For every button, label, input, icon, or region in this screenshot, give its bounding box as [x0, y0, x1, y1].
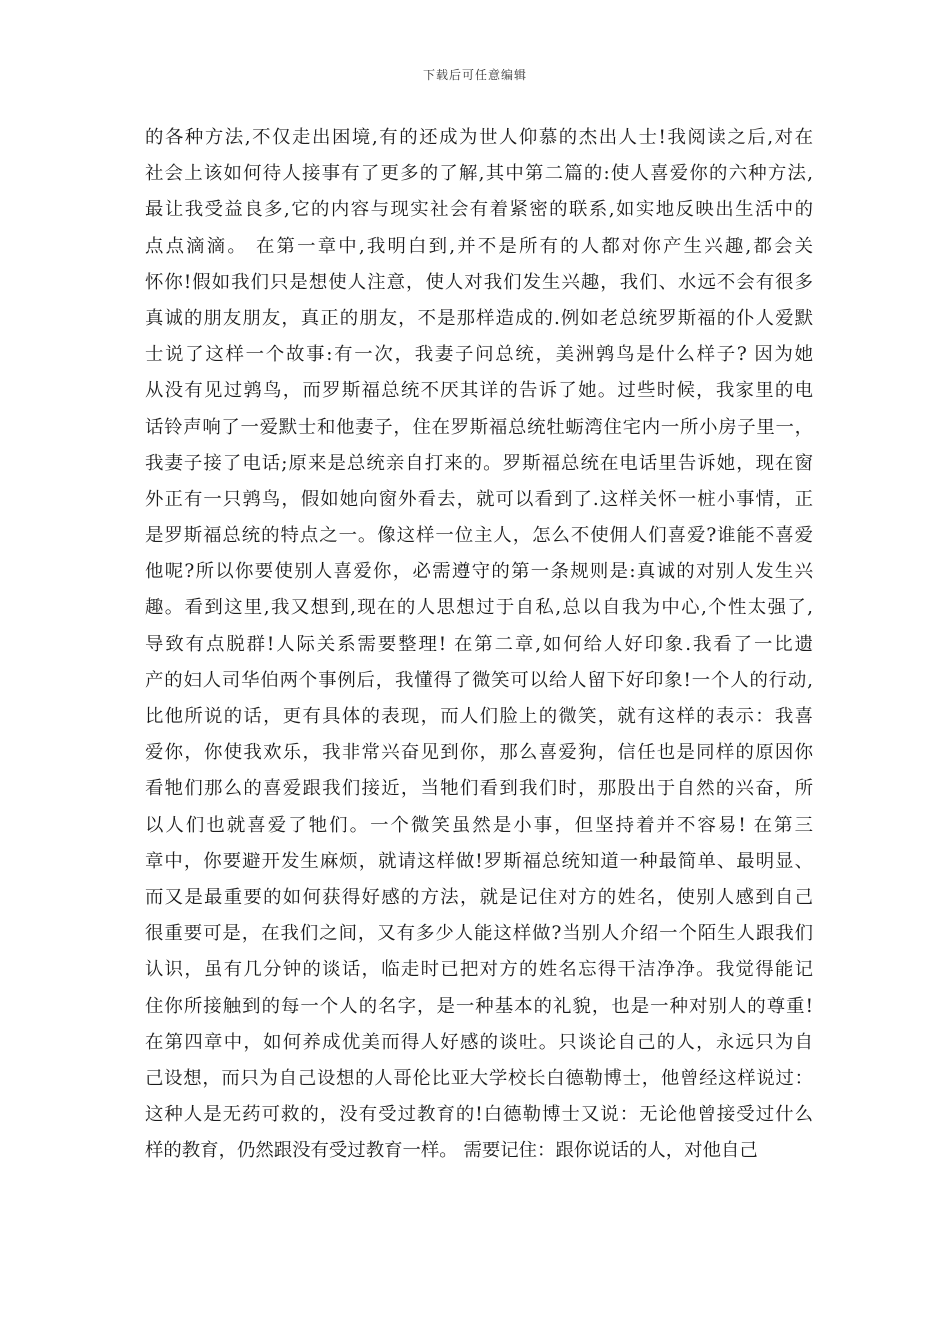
text-line: 是罗斯福总统的特点之一。像这样一位主人，怎么不使佣人们喜爱?谁能不喜爱 [145, 525, 813, 547]
text-line: 住你所接触到的每一个人的名字，是一种基本的礼貌，也是一种对别人的尊重! [145, 995, 813, 1017]
text-line: 我妻子接了电话;原来是总统亲自打来的。罗斯福总统在电话里告诉她，现在窗 [145, 452, 813, 474]
text-line: 很重要可是，在我们之间，又有多少人能这样做?当别人介绍一个陌生人跟我们 [145, 923, 813, 945]
text-line: 趣。看到这里,我又想到,现在的人思想过于自私,总以自我为中心,个性太强了, [145, 597, 813, 619]
text-line: 看牠们那么的喜爱跟我们接近，当牠们看到我们时，那股出于自然的兴奋，所 [145, 778, 813, 800]
text-line: 士说了这样一个故事:有一次，我妻子问总统，美洲鹑鸟是什么样子? 因为她 [145, 344, 813, 366]
page-header: 下载后可任意编辑 [422, 68, 527, 82]
text-line: 外正有一只鹑鸟，假如她向窗外看去，就可以看到了.这样关怀一桩小事情，正 [145, 488, 813, 510]
text-line: 己设想，而只为自己设想的人哥伦比亚大学校长白德勒博士，他曾经这样说过： [145, 1067, 813, 1089]
text-line: 而又是最重要的如何获得好感的方法，就是记住对方的姓名，使别人感到自己 [145, 886, 813, 908]
text-line: 真诚的朋友朋友，真正的朋友，不是那样造成的.例如老总统罗斯福的仆人爱默 [145, 307, 813, 329]
body-text [145, 120, 813, 1169]
text-line: 比他所说的话，更有具体的表现，而人们脸上的微笑，就有这样的表示：我喜 [145, 706, 813, 727]
text-line: 话铃声响了一爱默士和他妻子，住在罗斯福总统牡蛎湾住宅内一所小房子里一， [145, 416, 813, 438]
text-line: 导致有点脱群!人际关系需要整理! 在第二章,如何给人好印象.我看了一比遗 [145, 633, 813, 655]
text-line: 从没有见过鹑鸟，而罗斯福总统不厌其详的告诉了她。过些时候，我家里的电 [145, 380, 813, 402]
text-line: 以人们也就喜爱了牠们。一个微笑虽然是小事，但坚持着并不容易! 在第三 [145, 814, 813, 836]
text-line: 章中，你要避开发生麻烦，就请这样做!罗斯福总统知道一种最简单、最明显、 [145, 850, 813, 872]
text-line: 在第四章中，如何养成优美而得人好感的谈吐。只谈论自己的人，永远只为自 [145, 1031, 813, 1053]
text-line: 产的妇人司华伯两个事例后，我懂得了微笑可以给人留下好印象!一个人的行动, [145, 669, 813, 691]
text-line: 社会上该如何待人接事有了更多的了解,其中第二篇的:使人喜爱你的六种方法, [145, 163, 813, 185]
text-line: 怀你!假如我们只是想使人注意，使人对我们发生兴趣，我们、水远不会有很多 [145, 271, 813, 293]
text-line: 样的教育，仍然跟没有受过教育一样。 需要记住：跟你说话的人，对他自己 [145, 1140, 758, 1162]
text-line: 认识，虽有几分钟的谈话，临走时已把对方的姓名忘得干洁净净。我觉得能记 [145, 959, 813, 981]
text-line: 这种人是无药可救的，没有受过教育的!白德勒博士又说：无论他曾接受过什么 [145, 1104, 813, 1126]
text-line: 他呢?所以你要使别人喜爱你，必需遵守的第一条规则是:真诚的对别人发生兴 [145, 561, 813, 583]
text-line: 爱你，你使我欢乐，我非常兴奋见到你，那么喜爱狗，信任也是同样的原因你 [145, 742, 813, 764]
text-line: 的各种方法,不仅走出困境,有的还成为世人仰慕的杰出人士!我阅读之后,对在 [145, 127, 813, 148]
text-line: 点点滴滴。 在第一章中,我明白到,并不是所有的人都对你产生兴趣,都会关 [145, 235, 813, 257]
text-line: 最让我受益良多,它的内容与现实社会有着紧密的联系,如实地反映出生活中的 [145, 199, 813, 221]
